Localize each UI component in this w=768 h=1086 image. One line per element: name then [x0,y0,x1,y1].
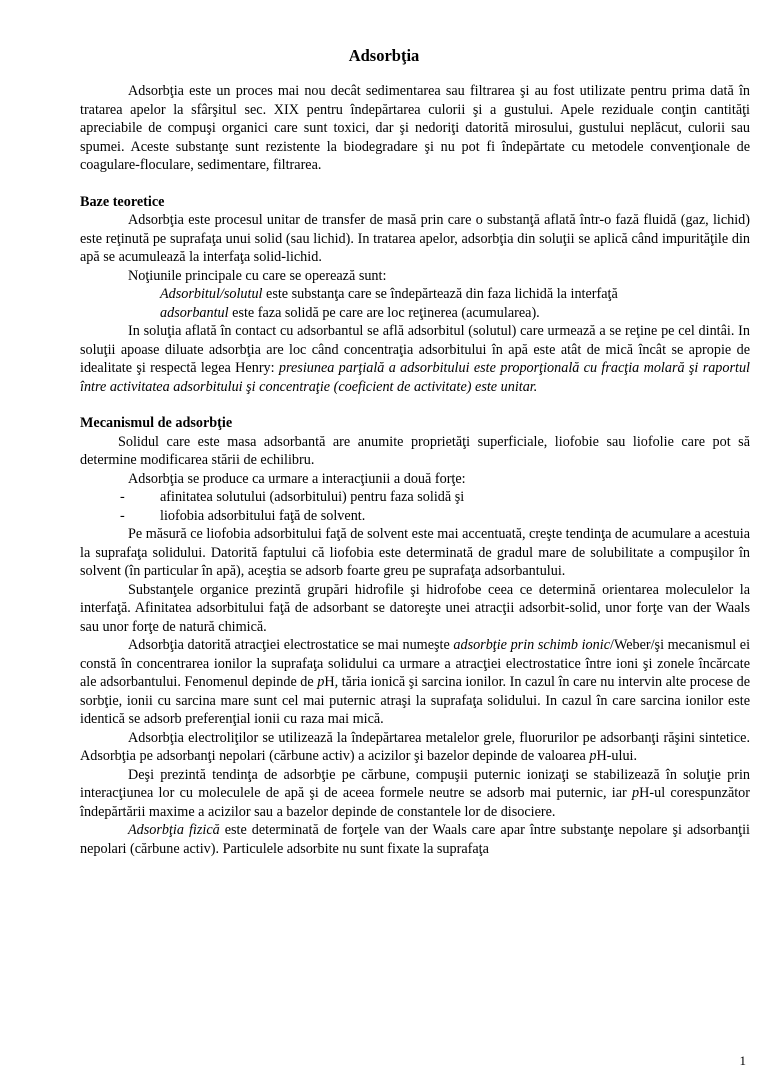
paragraph: Substanţele organice prezintă grupări hidrofile şi hidrofobe ceea ce determină orientarea moleculelor la interfaţă. Afinitatea adsorbitului faţă de adsorbant se datoreşte unei atracţii adsorbit-solid, unor forţe van der Waals sau unor forţe de natură chimică. [80,581,750,635]
paragraph: Adsorbţia se produce ca urmare a interacţiunii a două forţe: [128,470,466,487]
list-item: - afinitatea solutului (adsorbitului) pentru faza solidă şi [120,489,465,505]
paragraph: Solidul care este masa adsorbantă are anumite proprietăţi superficiale, liofobie sau liofolie care pot să determine modificarea stării de echilibru. [80,433,750,468]
intro-paragraph: Adsorbţia este un proces mai nou decât sedimentarea sau filtrarea şi au fost utilizate pentru prima dată în tratarea apelor la sfârşitul sec. XIX pentru îndepărtarea culorii şi a gustului. Apele reziduale conţin cantităţi apreciabile de compuşi organici care sunt toxici, dar şi nedoriţi datorită mirosului, gustului neplăcut, culorii sau spumei. Aceste substanţe sunt rezistente la biodegradare şi nu pot fi îndepărtate cu metodele convenţionale de coagulare-floculare, sedimentare, filtrarea. [80,83,750,173]
document-title: Adsorbţia [348,46,420,65]
term: adsorbantul [160,304,229,321]
document-body [80,82,750,858]
list-item: - liofobia adsorbitului faţă de solvent. [120,507,366,524]
paragraph: Noţiunile principale cu care se operează sunt: [128,267,387,284]
page-number: 1 [739,1053,746,1068]
paragraph: In soluţia aflată în contact cu adsorbantul se află adsorbitul (solutul) care urmează a se reţine pe cel dintâi. In soluţii apoase diluate adsorbţia are loc când concentraţia adsorbitului în apă este atât de mică încât se apropie de idealitate şi respectă legea Henry: presiunea parţială a adsorbitului este proporţională cu fracţia molară şi raportul între activitatea adsorbitului şi concentraţie (coeficient de activitate) este unitar. [80,323,750,395]
section-heading-baze-teoretice: Baze teoretice [80,193,165,210]
term: Adsorbitul/solutul [160,286,263,302]
section-heading-mecanismul: Mecanismul de adsorbţie [80,415,233,431]
paragraph: Adsorbţia fizică este determinată de forţele van der Waals care apar între substanţe nepolare şi adsorbanţii nepolari (cărbune activ). Particulele adsorbite nu sunt fixate la suprafaţa [80,822,750,857]
paragraph: Adsorbţia este procesul unitar de transfer de masă prin care o substanţă aflată într-o fază fluidă (gaz, lichid) este reţinută pe suprafaţa unui solid (sau lichid). In tratarea apelor, adsorbţia din soluţii se aplică când impurităţile din apă se acumulează la interfaţa solid-lichid. [80,212,750,265]
paragraph: Adsorbţia electroliţilor se utilizează la îndepărtarea metalelor grele, fluorurilor pe adsorbanţi răşini sintetice. Adsorbţia pe adsorbanţi nepolari (cărbune activ) a acizilor şi bazelor depinde de valoarea pH-ului. [80,729,750,764]
definition-adsorbit: Adsorbitul/solutul este substanţa care se îndepărtează din faza lichidă la interfaţă [160,286,618,302]
paragraph: Adsorbţia datorită atracţiei electrostatice se mai numeşte adsorbţie prin schimb ionic/Weber/şi mecanismul ei constă în concentrarea ionilor la suprafaţa solidului ca urmare a atracţiei electrostatice între ioni şi zonele încărcate ale adsorbantului. Fenomenul depinde de pH, tăria ionică şi sarcina ionilor. In cazul în care nu intervin alte procese de sorbţie, ionii cu sarcina mare sunt cel mai puternic atraşi la suprafaţa solidului. In cazul în care sarcina ionilor este identică se adsorb preferenţial ionii cu raza mai mică. [80,637,751,727]
paragraph: Pe măsură ce liofobia adsorbitului faţă de solvent este mai accentuată, creşte tendinţa de acumulare a acestuia la suprafaţa solidului. Datorită faptului că liofobia este determinată de gradul mare de solubilitate a compuşilor în solvent (în particular în apă), aceştia se adsorb foarte greu pe suprafaţa adsorbantului. [80,526,751,579]
definition-adsorbant: adsorbantul este faza solidă pe care are loc reţinerea (acumularea). [160,304,540,321]
paragraph: Deşi prezintă tendinţa de adsorbţie pe cărbune, compuşii puternic ionizaţi se stabilizează în soluţie prin interacţiunea lor cu moleculele de apă şi de aceea formele neutre se adsorb mai puternic, iar pH-ul corespunzător îndepărtării maxime a acizilor sau a bazelor depinde de constantele lor de disociere. [80,766,750,820]
